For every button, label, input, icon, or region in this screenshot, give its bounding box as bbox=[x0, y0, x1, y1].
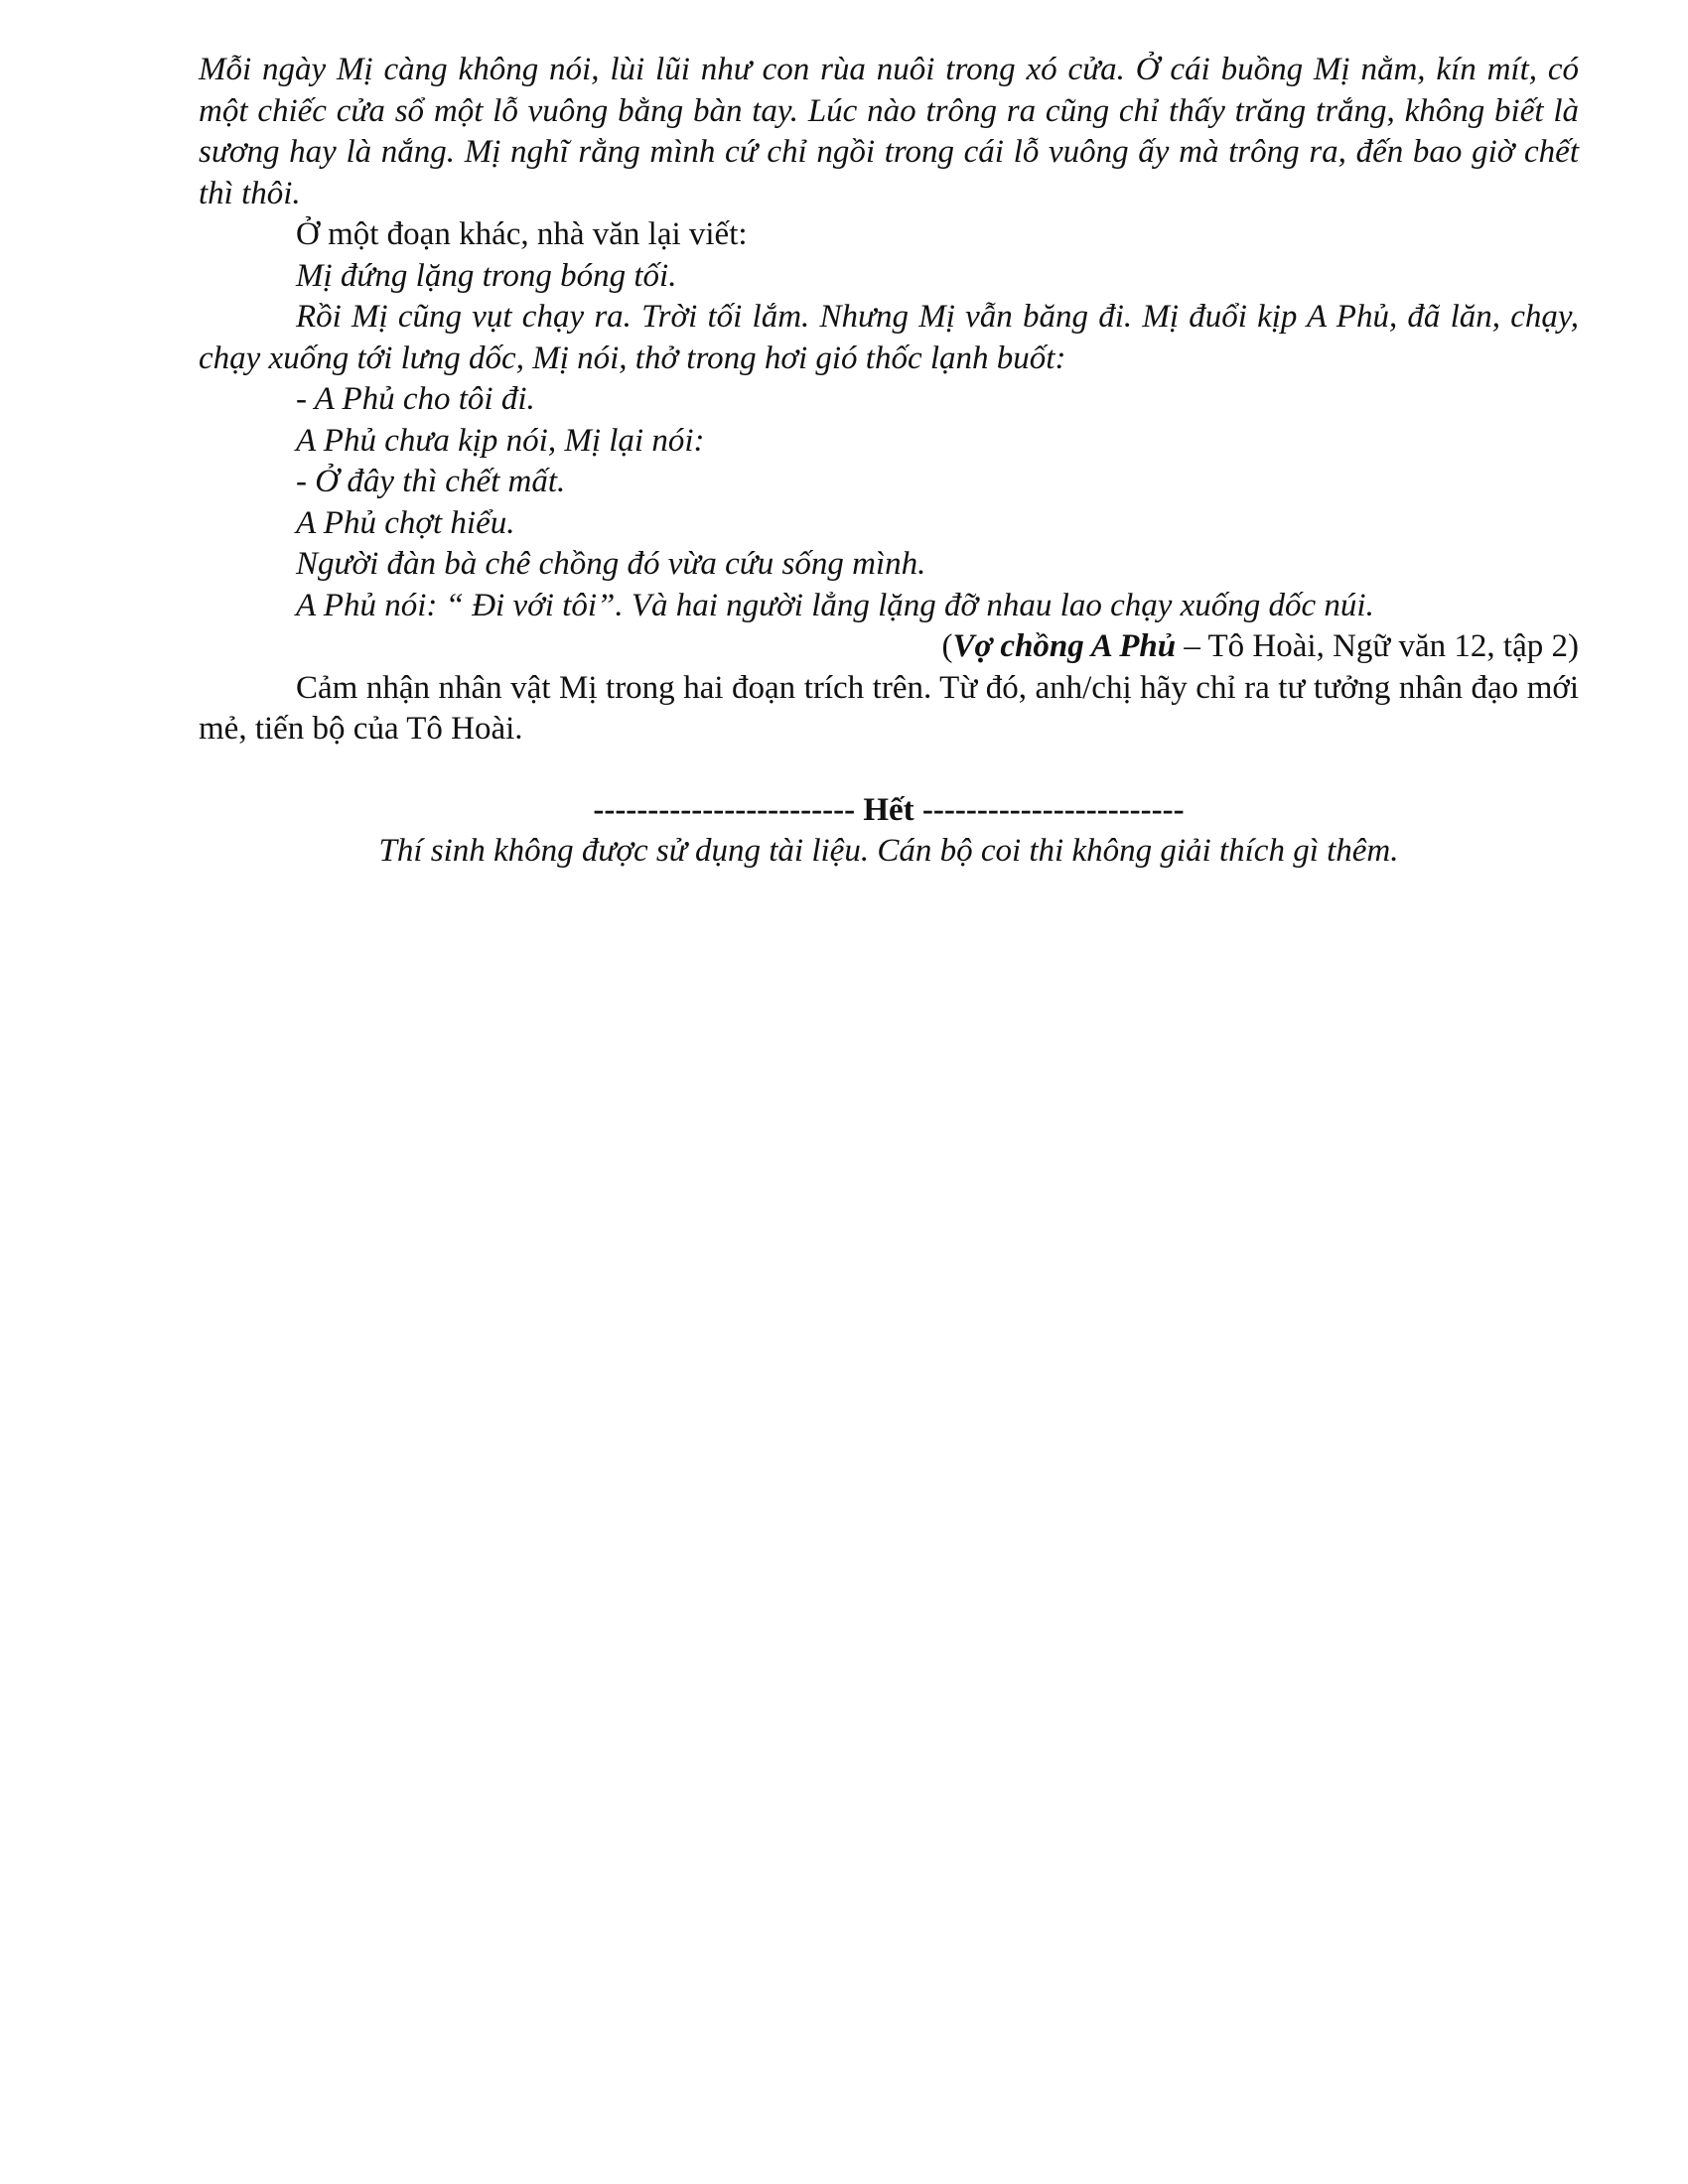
transition-text: Ở một đoạn khác, nhà văn lại viết: bbox=[296, 216, 748, 252]
excerpt-two-line-1: Mị đứng lặng trong bóng tối. bbox=[296, 257, 677, 294]
footer-note: Thí sinh không được sử dụng tài liệu. Cán bộ coi thi không giải thích gì thêm. bbox=[378, 833, 1399, 869]
excerpt-two-line-2: Rồi Mị cũng vụt chạy ra. Trời tối lắm. Nhưng Mị vẫn băng đi. Mị đuổi kịp A Phủ, đã lăn, chạy, chạy xuống tới lưng dốc, Mị nói, thở trong hơi gió thốc lạnh buốt: bbox=[199, 299, 1579, 376]
excerpt-two-line-6: A Phủ chợt hiểu. bbox=[296, 504, 515, 541]
excerpt-two-line-8: A Phủ nói: “ Đi với tôi”. Và hai người lẳng lặng đỡ nhau lao chạy xuống dốc núi. bbox=[296, 587, 1374, 623]
question-prompt: Cảm nhận nhân vật Mị trong hai đoạn trích trên. Từ đó, anh/chị hãy chỉ ra tư tưởng nhân đạo mới mẻ, tiến bộ của Tô Hoài. bbox=[199, 669, 1579, 747]
excerpt-two-line-7: Người đàn bà chê chồng đó vừa cứu sống mình. bbox=[296, 546, 926, 582]
source-work-title: Vợ chồng A Phủ bbox=[952, 628, 1177, 664]
end-marker: ------------------------ Hết ------------------------ bbox=[593, 791, 1185, 828]
end-section bbox=[199, 790, 1579, 873]
excerpt-two-line-3: - A Phủ cho tôi đi. bbox=[296, 381, 535, 417]
source-author-info: – Tô Hoài, Ngữ văn 12, tập 2) bbox=[1176, 628, 1579, 664]
source-open-paren: ( bbox=[941, 628, 953, 664]
excerpt-two-line-4: A Phủ chưa kịp nói, Mị lại nói: bbox=[296, 422, 705, 459]
source-citation bbox=[199, 626, 1579, 668]
exam-page bbox=[199, 50, 1579, 873]
excerpt-two-line-5: - Ở đây thì chết mất. bbox=[296, 464, 566, 499]
excerpt-one: Mỗi ngày Mị càng không nói, lùi lũi như con rùa nuôi trong xó cửa. Ở cái buồng Mị nằm, kín mít, có một chiếc cửa sổ một lỗ vuông bằng bàn tay. Lúc nào trông ra cũng chỉ thấy trăng trắng, không biết là sương hay là nắng. Mị nghĩ rằng mình cứ chỉ ngồi trong cái lỗ vuông ấy mà trông ra, đến bao giờ chết thì thôi. bbox=[199, 52, 1579, 211]
